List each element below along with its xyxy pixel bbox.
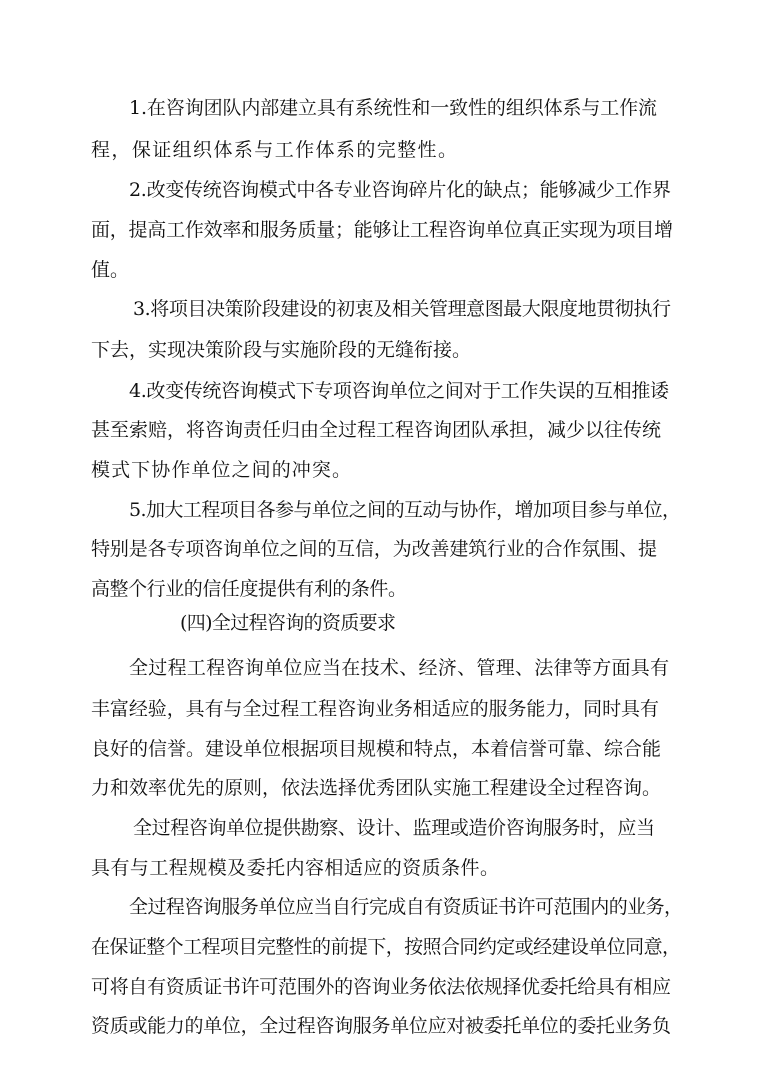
item-5-line-2: 特别是各专项咨询单位之间的互信，为改善建筑行业的合作氛围、提 bbox=[91, 538, 657, 560]
item-2-line-2: 面，提高工作效率和服务质量；能够让工程咨询单位真正实现为项目增 bbox=[91, 219, 673, 241]
qualification-paragraph-3-line-4: 资质或能力的单位，全过程咨询服务单位应对被委托单位的委托业务负 bbox=[91, 1015, 671, 1037]
item-4-line-3: 模式下协作单位之间的冲突。 bbox=[91, 459, 353, 481]
qualification-paragraph-1-line-3: 良好的信誉。建设单位根据项目规模和特点，本着信誉可靠、综合能 bbox=[91, 738, 662, 760]
item-2-line-3: 值。 bbox=[91, 259, 129, 281]
qualification-paragraph-2-line-2: 具有与工程规模及委托内容相适应的资质条件。 bbox=[91, 857, 500, 879]
qualification-paragraph-3-line-3: 可将自有资质证书许可范围外的咨询业务依法依规择优委托给具有相应 bbox=[91, 976, 671, 998]
qualification-paragraph-3-line-1: 全过程咨询服务单位应当自行完成自有资质证书许可范围内的业务， bbox=[129, 896, 683, 918]
item-5-line-1: 5.加大工程项目各参与单位之间的互动与协作，增加项目参与单位， bbox=[129, 499, 681, 521]
item-1-line-1: 1.在咨询团队内部建立具有系统性和一致性的组织体系与工作流 bbox=[129, 97, 657, 119]
item-4-line-1: 4.改变传统咨询模式下专项咨询单位之间对于工作失误的互相推诿 bbox=[129, 380, 669, 402]
qualification-paragraph-3-line-2: 在保证整个工程项目完整性的前提下，按照合同约定或经建设单位同意， bbox=[91, 936, 681, 958]
item-3-line-2: 下去，实现决策阶段与实施阶段的无缝衔接。 bbox=[91, 339, 472, 361]
item-2-line-1: 2.改变传统咨询模式中各专业咨询碎片化的缺点；能够减少工作界 bbox=[129, 179, 671, 201]
qualification-paragraph-1-line-4: 力和效率优先的原则，依法选择优秀团队实施工程建设全过程咨询。 bbox=[91, 777, 662, 799]
item-1-line-2: 程，保证组织体系与工作体系的完整性。 bbox=[91, 139, 459, 161]
qualification-paragraph-2-line-1: 全过程咨询单位提供勘察、设计、监理或造价咨询服务时，应当 bbox=[133, 817, 655, 839]
section-heading: (四)全过程咨询的资质要求 bbox=[180, 612, 396, 634]
item-5-line-3: 高整个行业的信任度提供有利的条件。 bbox=[91, 578, 407, 600]
item-4-line-2: 甚至索赔，将咨询责任归由全过程工程咨询团队承担，减少以往传统 bbox=[91, 419, 662, 441]
qualification-paragraph-1-line-2: 丰富经验，具有与全过程工程咨询业务相适应的服务能力，同时具有 bbox=[91, 698, 659, 720]
item-3-line-1: 3.将项目决策阶段建设的初衷及相关管理意图最大限度地贯彻执行 bbox=[133, 298, 671, 320]
qualification-paragraph-1-line-1: 全过程工程咨询单位应当在技术、经济、管理、法律等方面具有 bbox=[129, 657, 670, 679]
